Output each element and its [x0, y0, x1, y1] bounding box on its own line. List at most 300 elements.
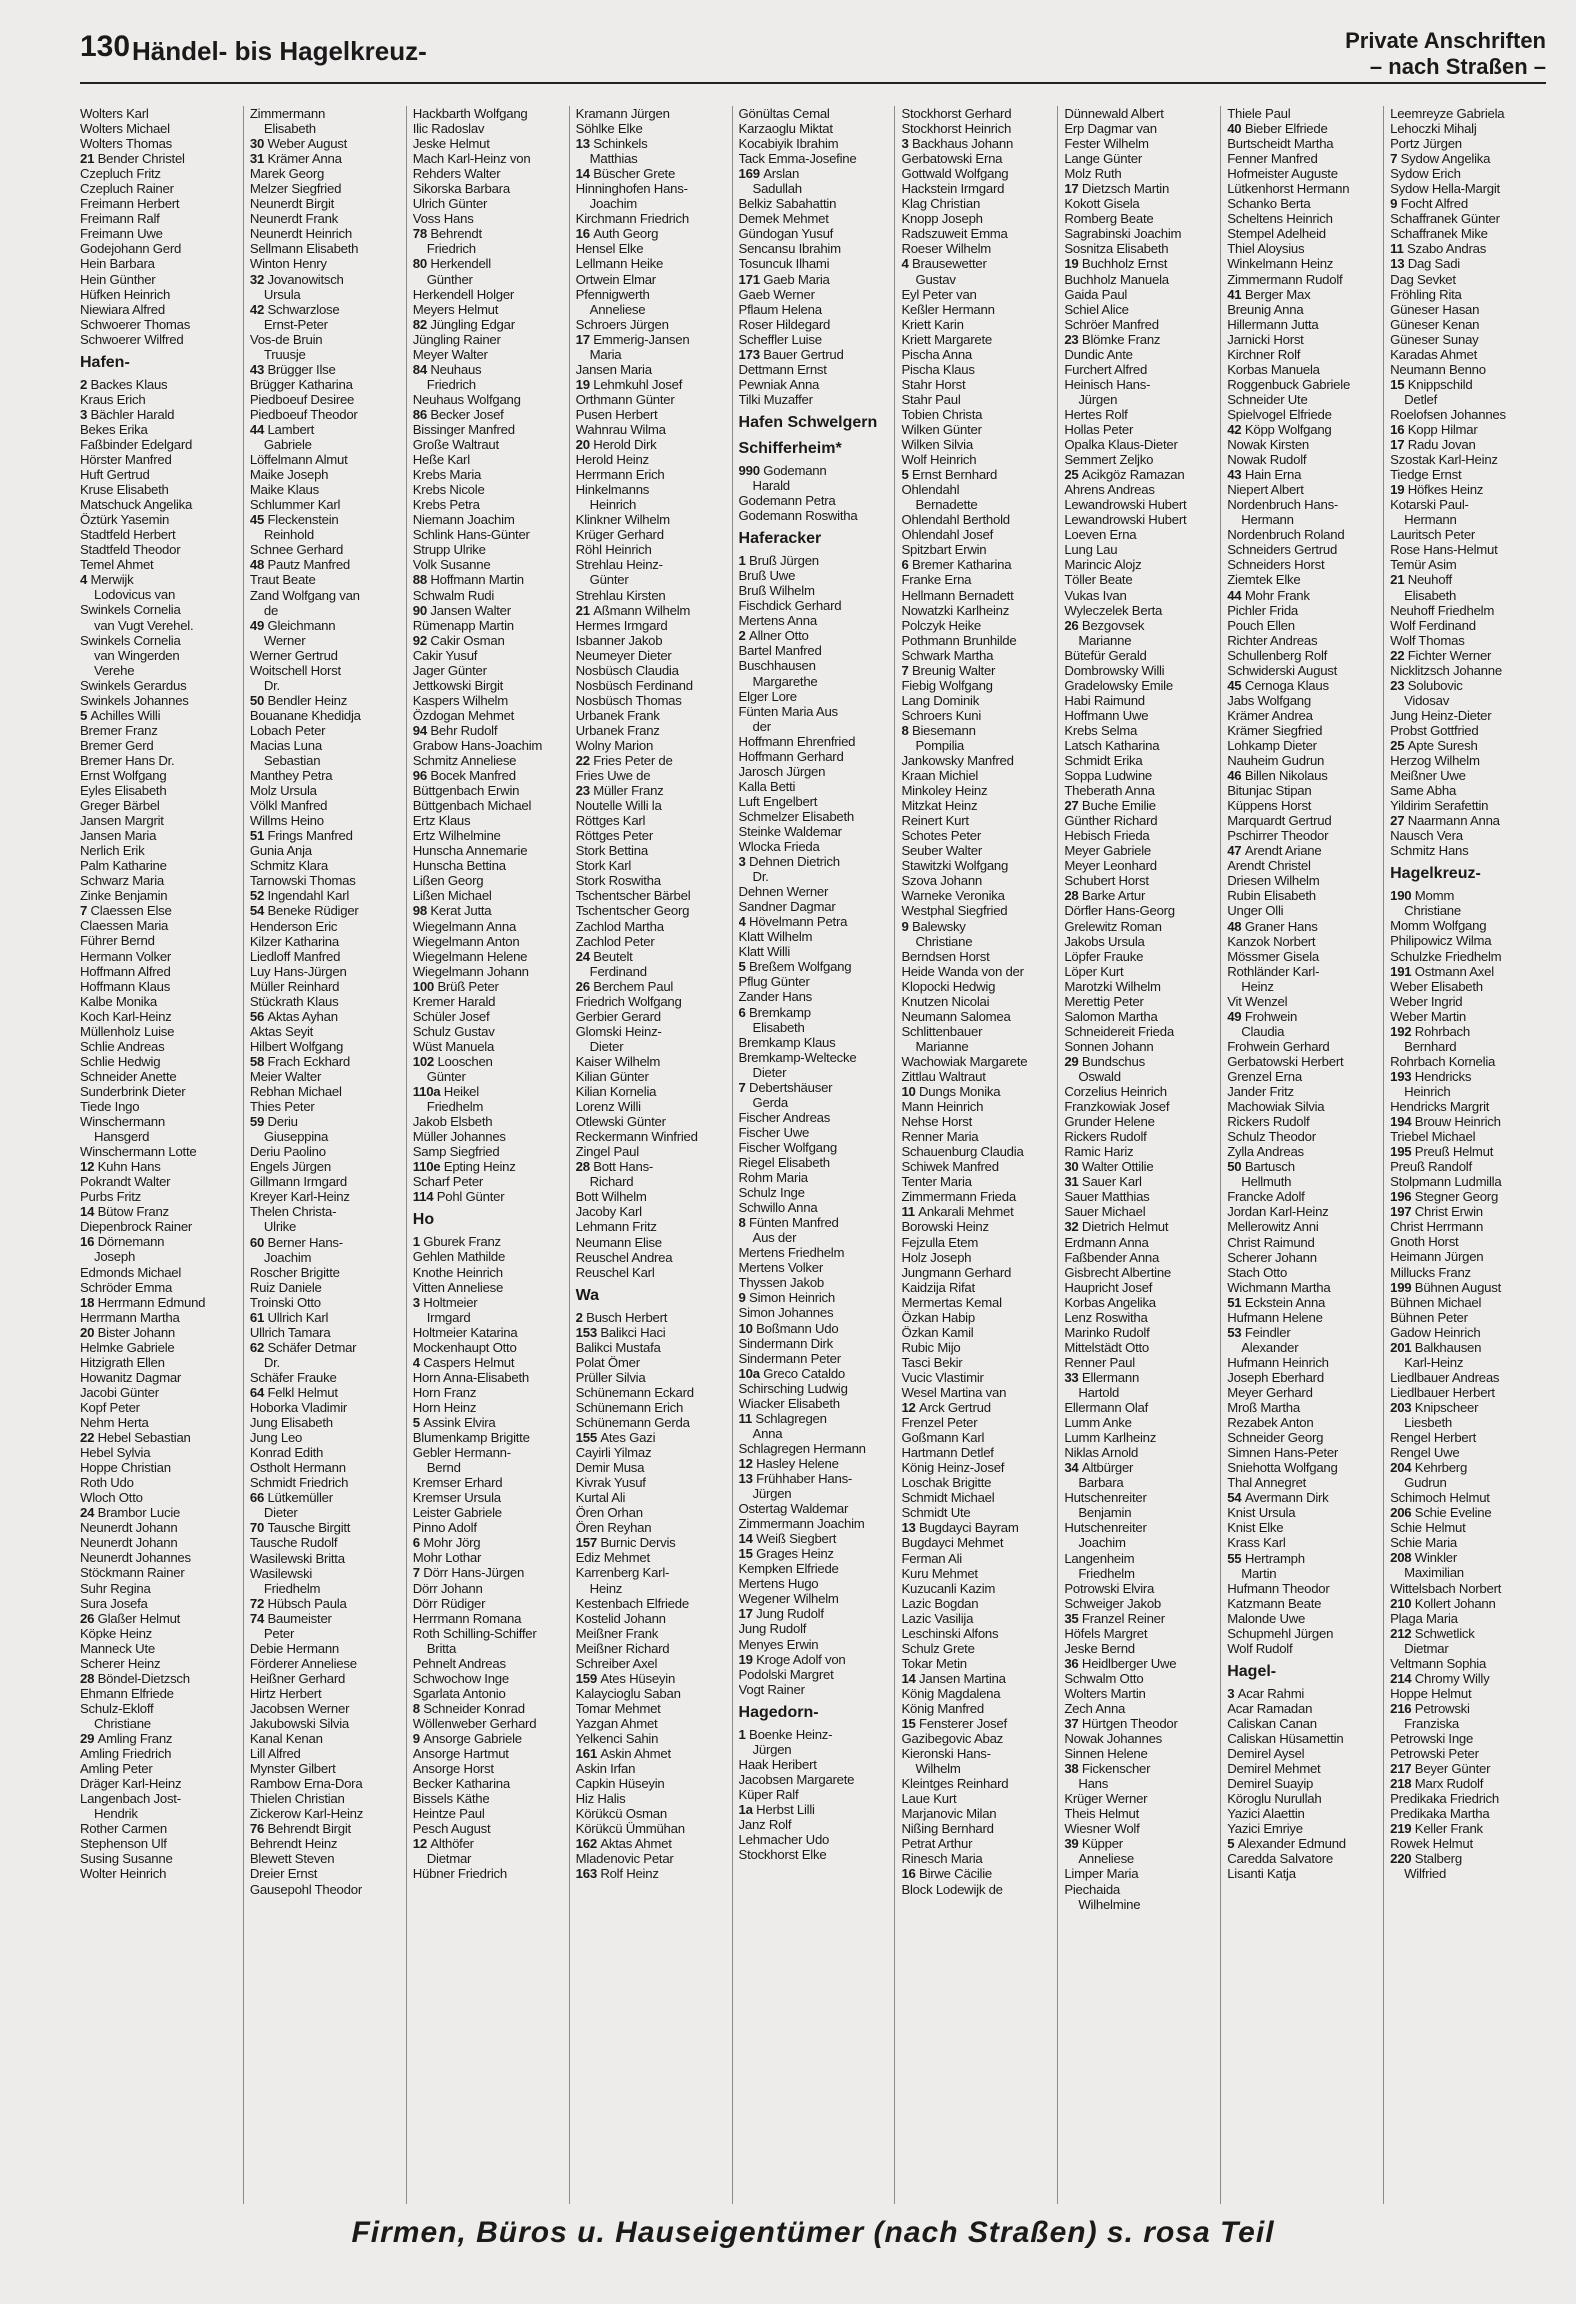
resident-entry: 54 Avermann Dirk — [1227, 1490, 1329, 1506]
resident-entry: 16 Auth Georg — [575, 226, 659, 242]
entry-continuation: Giuseppina — [263, 1129, 329, 1145]
resident-entry: Gerbatowski Erna — [901, 151, 1003, 167]
resident-entry: Wolters Karl — [80, 106, 149, 121]
entry-continuation: Lodovicus van — [94, 587, 176, 603]
resident-entry: Demirel Aysel — [1227, 1746, 1305, 1762]
resident-entry: Meyer Leonhard — [1064, 858, 1157, 874]
entry-continuation: Werner — [263, 632, 306, 648]
resident-entry: 45 Cernoga Klaus — [1227, 677, 1329, 693]
resident-entry: 61 Ullrich Karl — [249, 1309, 329, 1325]
resident-entry: Zinke Benjamin — [80, 888, 168, 904]
resident-entry: Liedlbauer Herbert — [1390, 1384, 1495, 1400]
resident-entry: Gündogan Yusuf — [738, 226, 834, 242]
resident-entry: Schneiders Horst — [1227, 557, 1325, 573]
house-number: 14 — [901, 1670, 920, 1686]
entry-continuation: Günter — [426, 1069, 466, 1084]
entry-continuation: Friedhelm — [426, 1099, 484, 1115]
resident-entry: Bissinger Manfred — [412, 421, 515, 437]
resident-entry: Jacobsen Werner — [249, 1700, 350, 1716]
resident-entry: Voss Hans — [412, 211, 474, 227]
resident-entry: Winschermann Lotte — [80, 1144, 197, 1160]
resident-entry: Latsch Katharina — [1064, 737, 1160, 753]
entry-continuation: de — [263, 602, 279, 618]
resident-entry: 197 Christ Erwin — [1390, 1204, 1483, 1220]
resident-entry: Nowak Rudolf — [1227, 452, 1307, 468]
resident-entry: Capkin Hüseyin — [575, 1776, 665, 1792]
house-number: 14 — [575, 166, 594, 182]
resident-entry: Wahnrau Wilma — [575, 421, 666, 437]
resident-entry: Jacoby Karl — [575, 1204, 642, 1220]
house-number: 1 — [412, 1234, 424, 1250]
resident-entry: Suhr Regina — [80, 1580, 151, 1596]
resident-entry: 7 Claessen Else — [80, 903, 172, 919]
resident-entry: 5 Ernst Bernhard — [901, 467, 998, 483]
resident-entry: Neuhaus Wolfgang — [412, 391, 521, 407]
resident-entry: Caliskan Canan — [1227, 1715, 1317, 1731]
resident-entry: Langenbach Jost- — [80, 1791, 181, 1807]
resident-entry: 94 Behr Rudolf — [412, 722, 498, 738]
resident-entry: Predikaka Martha — [1390, 1806, 1490, 1822]
resident-entry: 11 Ankarali Mehmet — [901, 1204, 1014, 1220]
entry-continuation: Christiane — [94, 1715, 151, 1731]
resident-entry: Bühnen Michael — [1390, 1294, 1482, 1310]
resident-entry: Bruß Wilhelm — [738, 583, 815, 599]
resident-entry: Zimmermann Rudolf — [1227, 271, 1343, 287]
resident-entry: Tarnowski Thomas — [249, 873, 356, 889]
house-number: 12 — [901, 1400, 920, 1416]
directory-column — [1220, 106, 1382, 2204]
resident-entry: Zingel Paul — [575, 1144, 639, 1160]
section-label-line1: Private Anschriften — [1345, 28, 1546, 53]
resident-entry: Cakir Yusuf — [412, 647, 478, 663]
resident-entry: Lehmacher Udo — [738, 1832, 830, 1848]
resident-entry: Sindermann Dirk — [738, 1335, 834, 1351]
resident-entry: Neuhoff Friedhelm — [1390, 602, 1495, 618]
resident-entry: Christ Raimund — [1227, 1234, 1315, 1250]
resident-entry: Zand Wolfgang van — [249, 587, 360, 603]
house-number: 32 — [249, 271, 268, 287]
resident-entry: Lung Lau — [1064, 542, 1118, 558]
resident-entry: Rubic Mijo — [901, 1339, 961, 1355]
resident-entry: Wolny Marion — [575, 737, 654, 753]
resident-entry: Heintze Paul — [412, 1806, 485, 1822]
resident-entry: Behrendt Heinz — [249, 1836, 338, 1852]
resident-entry: Schroers Jürgen — [575, 316, 669, 332]
house-number: 9 — [901, 918, 912, 934]
resident-entry: Tiedge Ernst — [1390, 467, 1462, 483]
resident-entry: Fischer Wolfgang — [738, 1139, 837, 1155]
house-number: 32 — [1064, 1219, 1082, 1235]
resident-entry: Salomon Martha — [1064, 1008, 1158, 1024]
resident-entry: 78 Behrendt — [412, 226, 482, 242]
resident-entry: Thal Annegret — [1227, 1475, 1307, 1491]
resident-entry: 191 Ostmann Axel — [1390, 963, 1494, 979]
resident-entry: 70 Tausche Birgitt — [249, 1520, 351, 1536]
resident-entry: Wolf Ferdinand — [1390, 617, 1476, 633]
resident-entry: Temür Asim — [1390, 557, 1457, 573]
resident-entry: 19 Lehmkuhl Josef — [575, 376, 683, 392]
resident-entry: Zylla Andreas — [1227, 1144, 1304, 1160]
resident-entry: Liedlbauer Andreas — [1390, 1369, 1500, 1385]
entry-continuation: Dieter — [752, 1064, 787, 1080]
house-number: 27 — [1064, 798, 1082, 814]
resident-entry: Temel Ahmet — [80, 557, 154, 573]
resident-entry: 190 Momm — [1390, 888, 1455, 904]
house-number: 76 — [249, 1821, 268, 1837]
resident-entry: Yelkenci Sahin — [575, 1730, 659, 1746]
directory-column — [894, 106, 1056, 2204]
resident-entry: 100 Brüß Peter — [412, 978, 499, 994]
entry-continuation: Hermann — [1404, 512, 1457, 528]
resident-entry: Langenheim — [1064, 1550, 1135, 1566]
resident-entry: 49 Gleichmann — [249, 617, 336, 633]
resident-entry: Jabs Wolfgang — [1227, 692, 1311, 708]
resident-entry: Nowak Kirsten — [1227, 437, 1309, 453]
house-number: 21 — [1390, 572, 1408, 588]
house-number: 61 — [249, 1309, 268, 1325]
resident-entry: Thelen Christa- — [249, 1204, 337, 1220]
resident-entry: Keßler Hermann — [901, 301, 995, 317]
resident-entry: Kraus Erich — [80, 391, 146, 407]
resident-entry: Lewandrowski Hubert — [1064, 497, 1187, 513]
resident-entry: Swinkels Johannes — [80, 692, 189, 708]
resident-entry: Körükcü Ümmühan — [575, 1821, 685, 1837]
resident-entry: Same Abha — [1390, 783, 1457, 799]
resident-entry: Scheltens Heinrich — [1227, 211, 1333, 227]
resident-entry: Mladenovic Petar — [575, 1851, 674, 1867]
resident-entry: Pehnelt Andreas — [412, 1655, 506, 1671]
section-label — [1345, 28, 1546, 80]
resident-entry: Marquardt Gertrud — [1227, 813, 1332, 829]
resident-entry: Stach Otto — [1227, 1264, 1288, 1280]
resident-entry: 53 Feindler — [1227, 1324, 1291, 1340]
resident-entry: Aktas Seyit — [249, 1023, 314, 1039]
entry-continuation: Barbara — [1078, 1475, 1124, 1491]
resident-entry: Melzer Siegfried — [249, 181, 342, 197]
resident-entry: Limper Maria — [1064, 1866, 1139, 1882]
resident-entry: Marincic Alojz — [1064, 557, 1142, 573]
house-number: 217 — [1390, 1761, 1415, 1777]
resident-entry: Nehse Horst — [901, 1114, 972, 1130]
house-number: 44 — [1227, 587, 1245, 603]
resident-entry: 22 Fichter Werner — [1390, 647, 1492, 663]
resident-entry: Reinert Kurt — [901, 813, 969, 829]
resident-entry: Röttges Karl — [575, 813, 646, 829]
resident-entry: 4 Merwijk — [80, 572, 134, 588]
house-number: 197 — [1390, 1204, 1415, 1220]
resident-entry: Tack Emma-Josefine — [738, 151, 857, 167]
resident-entry: Spielvogel Elfriede — [1227, 406, 1332, 422]
resident-entry: Pichler Frida — [1227, 602, 1298, 618]
resident-entry: Schwiderski August — [1227, 662, 1338, 678]
house-number: 48 — [1227, 918, 1245, 934]
resident-entry: Wasilewski — [249, 1565, 313, 1581]
house-number: 10 — [901, 1084, 920, 1100]
entry-continuation: Alexander — [1241, 1339, 1299, 1355]
resident-entry: Bott Wilhelm — [575, 1189, 647, 1205]
resident-entry: Jarnicki Horst — [1227, 331, 1304, 347]
resident-entry: Bitunjac Stipan — [1227, 783, 1312, 799]
resident-entry: Lenz Roswitha — [1064, 1309, 1148, 1325]
resident-entry: 14 Bütow Franz — [80, 1204, 169, 1220]
resident-entry: Krebs Maria — [412, 467, 482, 483]
resident-entry: Jung Leo — [249, 1430, 303, 1446]
resident-entry: Samp Siegfried — [412, 1144, 500, 1160]
house-number: 35 — [1064, 1610, 1082, 1626]
resident-entry: Güneser Kenan — [1390, 316, 1480, 332]
resident-entry: 12 Althöfer — [412, 1836, 474, 1852]
resident-entry: Ostholt Hermann — [249, 1460, 346, 1476]
house-number: 17 — [1064, 181, 1082, 197]
resident-entry: Wiacker Elisabeth — [738, 1395, 840, 1411]
resident-entry: Haak Heribert — [738, 1756, 817, 1772]
resident-entry: Triebel Michael — [1390, 1129, 1476, 1145]
resident-entry: 82 Jüngling Edgar — [412, 316, 515, 332]
resident-entry: Müller Reinhard — [249, 978, 340, 994]
resident-entry: Roser Hildegard — [738, 316, 831, 332]
resident-entry: Zimmermann — [249, 106, 326, 121]
resident-entry: Zachlod Martha — [575, 918, 664, 934]
entry-continuation: Friedhelm — [1078, 1565, 1135, 1581]
house-number: 114 — [412, 1189, 437, 1205]
resident-entry: Kilian Kornelia — [575, 1084, 657, 1100]
resident-entry: Heinisch Hans- — [1064, 376, 1151, 392]
resident-entry: Rother Carmen — [80, 1821, 167, 1837]
resident-entry: Arendt Christel — [1227, 858, 1311, 874]
resident-entry: Simon Johannes — [738, 1305, 834, 1321]
resident-entry: Richter Andreas — [1227, 632, 1318, 648]
resident-entry: 192 Rohrbach — [1390, 1023, 1470, 1039]
resident-entry: Plaga Maria — [1390, 1610, 1458, 1626]
resident-entry: Block Lodewijk de — [901, 1881, 1003, 1897]
resident-entry: 1 Boenke Heinz- — [738, 1726, 833, 1742]
resident-entry: Rose Hans-Helmut — [1390, 542, 1498, 558]
resident-entry: 10a Greco Cataldo — [738, 1365, 845, 1381]
resident-entry: Fries Uwe de — [575, 768, 651, 784]
resident-entry: Thiel Aloysius — [1227, 241, 1305, 257]
resident-entry: Strehlau Kirsten — [575, 587, 666, 603]
resident-entry: 26 Glaßer Helmut — [80, 1610, 181, 1626]
resident-entry: Schlie Andreas — [80, 1038, 165, 1054]
resident-entry: 23 Müller Franz — [575, 783, 664, 799]
resident-entry: Leemreyze Gabriela — [1390, 106, 1505, 121]
resident-entry: Traut Beate — [249, 572, 316, 588]
entry-continuation: Dieter — [589, 1038, 624, 1054]
resident-entry: Rubin Elisabeth — [1227, 888, 1316, 904]
resident-entry: Macias Luna — [249, 737, 322, 753]
resident-entry: Erdmann Anna — [1064, 1234, 1149, 1250]
house-number: 33 — [1064, 1369, 1082, 1385]
entry-continuation: Marianne — [1078, 632, 1132, 648]
resident-entry: Piedboeuf Theodor — [249, 406, 358, 422]
entry-continuation: Dr. — [263, 677, 280, 693]
resident-entry: Gnoth Horst — [1390, 1234, 1459, 1250]
house-number: 38 — [1064, 1761, 1082, 1777]
resident-entry: Jakob Elsbeth — [412, 1114, 493, 1130]
resident-entry: 14 Büscher Grete — [575, 166, 676, 182]
entry-continuation: Martin — [1241, 1565, 1277, 1581]
entry-continuation: Oswald — [1078, 1069, 1121, 1084]
resident-entry: Wesel Martina van — [901, 1384, 1007, 1400]
resident-entry: Schwark Martha — [901, 647, 994, 663]
resident-entry: Dettmann Ernst — [738, 361, 827, 377]
resident-entry: 27 Naarmann Anna — [1390, 813, 1500, 829]
resident-entry: Reuschel Karl — [575, 1264, 655, 1280]
resident-entry: Ulrich Günter — [412, 196, 488, 212]
house-number: 46 — [1227, 768, 1245, 784]
resident-entry: Kivrak Yusuf — [575, 1475, 646, 1491]
resident-entry: Hackbarth Wolfgang — [412, 106, 528, 121]
house-number: 19 — [1064, 256, 1082, 272]
entry-continuation: Verehe — [94, 662, 135, 678]
resident-entry: Jakubowski Silvia — [249, 1716, 349, 1732]
resident-entry: Nehm Herta — [80, 1414, 149, 1430]
resident-entry: Mohr Lothar — [412, 1550, 482, 1566]
resident-entry: Weber Ingrid — [1390, 993, 1463, 1009]
resident-entry: Meißner Uwe — [1390, 768, 1466, 784]
resident-entry: Niewiara Alfred — [80, 301, 165, 317]
resident-entry: 48 Graner Hans — [1227, 918, 1318, 934]
resident-entry: 9 Balewsky — [901, 918, 966, 934]
resident-entry: Thies Peter — [249, 1099, 315, 1115]
resident-entry: Polczyk Heike — [901, 617, 982, 633]
resident-entry: Dräger Karl-Heinz — [80, 1776, 182, 1792]
house-number: 191 — [1390, 963, 1415, 979]
resident-entry: 54 Beneke Rüdiger — [249, 903, 359, 919]
resident-entry: Zech Anna — [1064, 1700, 1126, 1716]
house-number: 1a — [738, 1801, 757, 1817]
resident-entry: Kurtal Ali — [575, 1490, 626, 1506]
house-number: 59 — [249, 1114, 268, 1130]
directory-column — [569, 106, 731, 2204]
resident-entry: Kaidzija Rifat — [901, 1279, 975, 1295]
resident-entry: Mitzkat Heinz — [901, 798, 978, 814]
resident-entry: Theis Helmut — [1064, 1806, 1140, 1822]
house-number: 94 — [412, 722, 431, 738]
resident-entry: Dombrowsky Willi — [1064, 662, 1165, 678]
resident-entry: Kanzok Norbert — [1227, 933, 1316, 949]
resident-entry: Loschak Brigitte — [901, 1475, 992, 1491]
resident-entry: Pouch Ellen — [1227, 617, 1295, 633]
entry-continuation: Heinrich — [1404, 1083, 1451, 1099]
resident-entry: Schiel Alice — [1064, 301, 1129, 317]
resident-entry: 31 Sauer Karl — [1064, 1174, 1142, 1190]
house-number: 12 — [412, 1836, 431, 1852]
resident-entry: Nordenbruch Roland — [1227, 527, 1345, 543]
street-heading: Schifferheim* — [738, 439, 842, 457]
resident-entry: Joseph Eberhard — [1227, 1369, 1324, 1385]
resident-entry: Meyer Gerhard — [1227, 1384, 1313, 1400]
resident-entry: 3 Acar Rahmi — [1227, 1685, 1305, 1701]
resident-entry: Sikorska Barbara — [412, 181, 510, 197]
house-number: 219 — [1390, 1821, 1415, 1837]
resident-entry: Klatt Wilhelm — [738, 929, 813, 945]
resident-entry: Ernst Wolfgang — [80, 767, 167, 783]
resident-entry: Bremkamp-Weltecke — [738, 1049, 857, 1065]
resident-entry: Pischa Klaus — [901, 361, 975, 377]
resident-entry: Gebler Hermann- — [412, 1445, 511, 1461]
entry-continuation: Gabriele — [263, 437, 312, 453]
resident-entry: Schröder Emma — [80, 1279, 173, 1295]
resident-entry: Jansen Maria — [575, 361, 652, 377]
resident-entry: Krebs Nicole — [412, 482, 485, 498]
house-number: 42 — [1227, 421, 1245, 437]
house-number: 18 — [80, 1294, 98, 1310]
house-number: 2 — [738, 628, 750, 644]
resident-entry: 162 Aktas Ahmet — [575, 1836, 672, 1852]
house-number: 16 — [901, 1866, 920, 1882]
resident-entry: Mellerowitz Anni — [1227, 1219, 1319, 1235]
resident-entry: Herrmann Erich — [575, 467, 665, 483]
resident-entry: 218 Marx Rudolf — [1390, 1776, 1484, 1792]
house-number: 66 — [249, 1490, 268, 1506]
house-number: 90 — [412, 602, 431, 618]
resident-entry: Wolf Rudolf — [1227, 1640, 1293, 1656]
resident-entry: Hilbert Wolfgang — [249, 1038, 344, 1054]
resident-entry: Hebisch Frieda — [1064, 828, 1150, 844]
house-number: 43 — [1227, 467, 1245, 483]
resident-entry: Wolters Thomas — [80, 136, 173, 152]
house-number: 49 — [249, 617, 268, 633]
resident-entry: 163 Rolf Heinz — [575, 1866, 659, 1882]
resident-entry: Kreyer Karl-Heinz — [249, 1189, 350, 1205]
resident-entry: 161 Askin Ahmet — [575, 1746, 671, 1762]
resident-entry: Roth Udo — [80, 1475, 134, 1491]
resident-entry: Schneider Anette — [80, 1068, 177, 1084]
resident-entry: 219 Keller Frank — [1390, 1821, 1483, 1837]
house-number: 15 — [1390, 376, 1408, 392]
resident-entry: Habi Raimund — [1064, 692, 1145, 708]
directory-column — [406, 106, 568, 2204]
house-number: 5 — [80, 707, 91, 723]
resident-entry: 14 Weiß Siegbert — [738, 1531, 837, 1547]
resident-entry: 23 Solubovic — [1390, 677, 1463, 693]
resident-entry: 6 Bremer Katharina — [901, 557, 1012, 573]
resident-entry: Wiegelmann Helene — [412, 948, 528, 964]
resident-entry: Herrmann Romana — [412, 1610, 522, 1626]
resident-entry: Isbanner Jakob — [575, 632, 663, 648]
house-number: 218 — [1390, 1776, 1415, 1792]
resident-entry: Lang Dominik — [901, 692, 980, 708]
resident-entry: Schwoerer Thomas — [80, 316, 191, 332]
house-number: 4 — [412, 1354, 424, 1370]
resident-entry: 159 Ates Hüseyin — [575, 1670, 676, 1686]
resident-entry: Kriett Karin — [901, 316, 964, 332]
resident-entry: Dörr Johann — [412, 1580, 483, 1596]
resident-entry: Wolf Thomas — [1390, 632, 1465, 648]
resident-entry: Horn Franz — [412, 1384, 477, 1400]
resident-entry: Yildirim Serafettin — [1390, 798, 1489, 814]
resident-entry: 43 Brügger Ilse — [249, 361, 336, 377]
resident-entry: Bruß Uwe — [738, 568, 796, 584]
resident-entry: Rinesch Maria — [901, 1851, 983, 1867]
resident-entry: Nicklitzsch Johanne — [1390, 662, 1502, 678]
house-number: 53 — [1227, 1324, 1245, 1340]
resident-entry: Niklas Arnold — [1064, 1445, 1139, 1461]
resident-entry: Wiegelmann Anna — [412, 918, 517, 934]
house-number: 56 — [249, 1008, 268, 1024]
resident-entry: Stadtfeld Herbert — [80, 527, 176, 543]
resident-entry: Rickers Rudolf — [1227, 1114, 1310, 1130]
resident-entry: Wasilewski Britta — [249, 1550, 345, 1566]
resident-entry: Rickers Rudolf — [1064, 1129, 1147, 1145]
resident-entry: Hüfken Heinrich — [80, 286, 171, 302]
resident-entry: Stockhorst Heinrich — [901, 121, 1012, 137]
resident-entry: Hunscha Annemarie — [412, 843, 528, 859]
resident-entry: Elger Lore — [738, 688, 797, 704]
resident-entry: Renner Paul — [1064, 1354, 1135, 1370]
resident-entry: Lorenz Willi — [575, 1099, 641, 1115]
